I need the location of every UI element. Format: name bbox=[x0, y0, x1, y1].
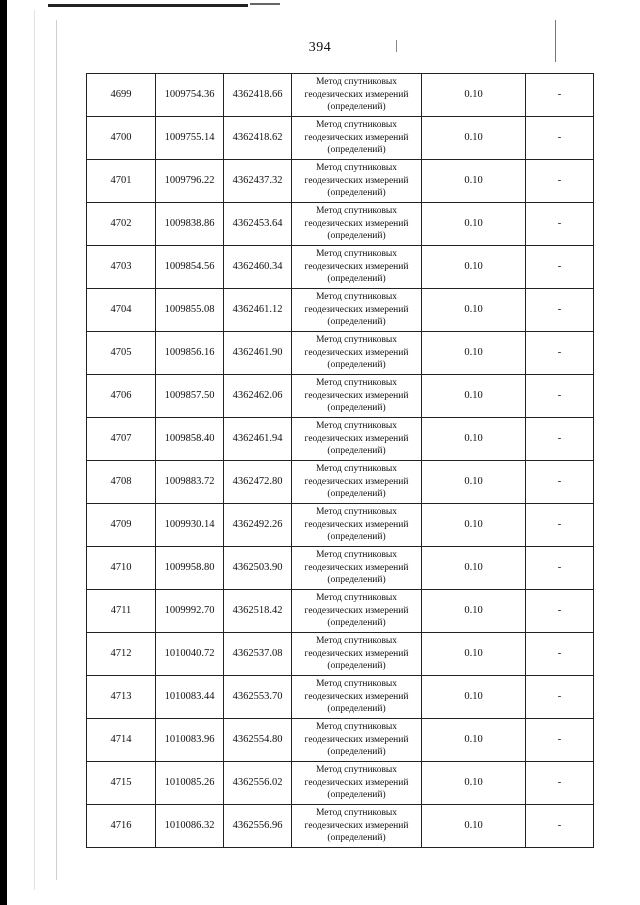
method-cell bbox=[292, 676, 422, 719]
method-cell bbox=[292, 461, 422, 504]
accuracy-cell: 0.10 bbox=[422, 547, 526, 590]
point-id-cell: 4703 bbox=[87, 246, 156, 289]
method-line: геодезических измерений bbox=[304, 390, 409, 401]
y-coordinate-cell: 4362461.90 bbox=[224, 332, 292, 375]
y-coordinate-cell: 4362418.62 bbox=[224, 117, 292, 160]
method-line: Метод спутниковых bbox=[315, 335, 398, 346]
table-row bbox=[87, 504, 594, 547]
accuracy-cell: 0.10 bbox=[422, 676, 526, 719]
note-cell: - bbox=[526, 332, 594, 375]
y-coordinate-cell: 4362462.06 bbox=[224, 375, 292, 418]
note-cell: - bbox=[526, 375, 594, 418]
note-cell: - bbox=[526, 805, 594, 848]
note-cell: - bbox=[526, 203, 594, 246]
table-row bbox=[87, 74, 594, 117]
point-id-cell: 4712 bbox=[87, 633, 156, 676]
method-cell bbox=[292, 719, 422, 762]
y-coordinate-cell: 4362518.42 bbox=[224, 590, 292, 633]
method-line: геодезических измерений bbox=[304, 691, 409, 702]
method-line: (определений) bbox=[327, 833, 386, 844]
method-cell bbox=[292, 633, 422, 676]
scan-artifact-top bbox=[250, 3, 280, 5]
method-line: (определений) bbox=[327, 231, 386, 242]
accuracy-cell: 0.10 bbox=[422, 805, 526, 848]
accuracy-cell: 0.10 bbox=[422, 719, 526, 762]
accuracy-cell: 0.10 bbox=[422, 504, 526, 547]
method-line: (определений) bbox=[327, 661, 386, 672]
point-id-cell: 4710 bbox=[87, 547, 156, 590]
method-cell bbox=[292, 590, 422, 633]
method-cell bbox=[292, 418, 422, 461]
method-line: Метод спутниковых bbox=[315, 550, 398, 561]
method-line: геодезических измерений bbox=[304, 820, 409, 831]
method-line: геодезических измерений bbox=[304, 734, 409, 745]
method-line: Метод спутниковых bbox=[315, 77, 398, 88]
method-line: (определений) bbox=[327, 575, 386, 586]
accuracy-cell: 0.10 bbox=[422, 160, 526, 203]
method-cell bbox=[292, 375, 422, 418]
note-cell: - bbox=[526, 547, 594, 590]
point-id-cell: 4701 bbox=[87, 160, 156, 203]
method-line: геодезических измерений bbox=[304, 519, 409, 530]
method-cell bbox=[292, 74, 422, 117]
method-line: Метод спутниковых bbox=[315, 292, 398, 303]
method-line: Метод спутниковых bbox=[315, 120, 398, 131]
table-row bbox=[87, 203, 594, 246]
point-id-cell: 4716 bbox=[87, 805, 156, 848]
point-id-cell: 4713 bbox=[87, 676, 156, 719]
table-row bbox=[87, 461, 594, 504]
accuracy-cell: 0.10 bbox=[422, 418, 526, 461]
y-coordinate-cell: 4362553.70 bbox=[224, 676, 292, 719]
note-cell: - bbox=[526, 418, 594, 461]
x-coordinate-cell: 1009838.86 bbox=[156, 203, 224, 246]
note-cell: - bbox=[526, 504, 594, 547]
accuracy-cell: 0.10 bbox=[422, 375, 526, 418]
y-coordinate-cell: 4362537.08 bbox=[224, 633, 292, 676]
point-id-cell: 4709 bbox=[87, 504, 156, 547]
x-coordinate-cell: 1009958.80 bbox=[156, 547, 224, 590]
table-row bbox=[87, 332, 594, 375]
method-line: Метод спутниковых bbox=[315, 249, 398, 260]
method-cell bbox=[292, 547, 422, 590]
method-line: Метод спутниковых bbox=[315, 378, 398, 389]
method-cell bbox=[292, 246, 422, 289]
point-id-cell: 4700 bbox=[87, 117, 156, 160]
method-line: Метод спутниковых bbox=[315, 507, 398, 518]
note-cell: - bbox=[526, 590, 594, 633]
method-cell bbox=[292, 289, 422, 332]
note-cell: - bbox=[526, 762, 594, 805]
method-line: (определений) bbox=[327, 532, 386, 543]
method-cell bbox=[292, 762, 422, 805]
note-cell: - bbox=[526, 160, 594, 203]
method-line: геодезических измерений bbox=[304, 218, 409, 229]
method-line: (определений) bbox=[327, 317, 386, 328]
accuracy-cell: 0.10 bbox=[422, 332, 526, 375]
method-line: (определений) bbox=[327, 274, 386, 285]
table-row bbox=[87, 289, 594, 332]
method-cell bbox=[292, 160, 422, 203]
y-coordinate-cell: 4362472.80 bbox=[224, 461, 292, 504]
x-coordinate-cell: 1009857.50 bbox=[156, 375, 224, 418]
x-coordinate-cell: 1009796.22 bbox=[156, 160, 224, 203]
accuracy-cell: 0.10 bbox=[422, 633, 526, 676]
method-line: (определений) bbox=[327, 790, 386, 801]
table-row bbox=[87, 676, 594, 719]
table-row bbox=[87, 590, 594, 633]
x-coordinate-cell: 1009992.70 bbox=[156, 590, 224, 633]
x-coordinate-cell: 1009754.36 bbox=[156, 74, 224, 117]
scan-artifact-line bbox=[34, 10, 35, 890]
page-number: 394 bbox=[308, 40, 332, 55]
method-line: (определений) bbox=[327, 360, 386, 371]
method-line: геодезических измерений bbox=[304, 89, 409, 100]
table-body bbox=[87, 74, 594, 848]
method-line: геодезических измерений bbox=[304, 175, 409, 186]
table-row bbox=[87, 762, 594, 805]
method-cell bbox=[292, 504, 422, 547]
method-line: (определений) bbox=[327, 446, 386, 457]
table-row bbox=[87, 160, 594, 203]
point-id-cell: 4711 bbox=[87, 590, 156, 633]
method-cell bbox=[292, 117, 422, 160]
point-id-cell: 4699 bbox=[87, 74, 156, 117]
method-line: геодезических измерений bbox=[304, 648, 409, 659]
coordinates-table bbox=[86, 73, 594, 848]
method-line: геодезических измерений bbox=[304, 132, 409, 143]
accuracy-cell: 0.10 bbox=[422, 203, 526, 246]
method-line: Метод спутниковых bbox=[315, 593, 398, 604]
point-id-cell: 4704 bbox=[87, 289, 156, 332]
note-cell: - bbox=[526, 117, 594, 160]
table-row bbox=[87, 805, 594, 848]
note-cell: - bbox=[526, 719, 594, 762]
y-coordinate-cell: 4362418.66 bbox=[224, 74, 292, 117]
accuracy-cell: 0.10 bbox=[422, 117, 526, 160]
method-line: геодезических измерений bbox=[304, 261, 409, 272]
accuracy-cell: 0.10 bbox=[422, 289, 526, 332]
y-coordinate-cell: 4362461.94 bbox=[224, 418, 292, 461]
point-id-cell: 4707 bbox=[87, 418, 156, 461]
y-coordinate-cell: 4362453.64 bbox=[224, 203, 292, 246]
method-line: Метод спутниковых bbox=[315, 206, 398, 217]
method-line: Метод спутниковых bbox=[315, 464, 398, 475]
method-line: геодезических измерений bbox=[304, 433, 409, 444]
table-row bbox=[87, 719, 594, 762]
note-cell: - bbox=[526, 633, 594, 676]
table-row bbox=[87, 246, 594, 289]
accuracy-cell: 0.10 bbox=[422, 246, 526, 289]
table-row bbox=[87, 418, 594, 461]
x-coordinate-cell: 1010083.44 bbox=[156, 676, 224, 719]
method-line: Метод спутниковых bbox=[315, 421, 398, 432]
method-line: геодезических измерений bbox=[304, 777, 409, 788]
method-line: (определений) bbox=[327, 489, 386, 500]
x-coordinate-cell: 1009854.56 bbox=[156, 246, 224, 289]
y-coordinate-cell: 4362461.12 bbox=[224, 289, 292, 332]
y-coordinate-cell: 4362460.34 bbox=[224, 246, 292, 289]
point-id-cell: 4708 bbox=[87, 461, 156, 504]
note-cell: - bbox=[526, 461, 594, 504]
method-line: (определений) bbox=[327, 704, 386, 715]
x-coordinate-cell: 1009856.16 bbox=[156, 332, 224, 375]
x-coordinate-cell: 1009858.40 bbox=[156, 418, 224, 461]
x-coordinate-cell: 1009855.08 bbox=[156, 289, 224, 332]
x-coordinate-cell: 1009883.72 bbox=[156, 461, 224, 504]
scan-artifact-line bbox=[56, 20, 57, 880]
method-line: (определений) bbox=[327, 403, 386, 414]
point-id-cell: 4705 bbox=[87, 332, 156, 375]
method-line: геодезических измерений bbox=[304, 347, 409, 358]
x-coordinate-cell: 1009755.14 bbox=[156, 117, 224, 160]
point-id-cell: 4715 bbox=[87, 762, 156, 805]
table-row bbox=[87, 375, 594, 418]
accuracy-cell: 0.10 bbox=[422, 461, 526, 504]
x-coordinate-cell: 1010085.26 bbox=[156, 762, 224, 805]
method-line: Метод спутниковых bbox=[315, 679, 398, 690]
method-cell bbox=[292, 203, 422, 246]
y-coordinate-cell: 4362437.32 bbox=[224, 160, 292, 203]
point-id-cell: 4714 bbox=[87, 719, 156, 762]
scan-artifact-top bbox=[48, 4, 248, 7]
accuracy-cell: 0.10 bbox=[422, 74, 526, 117]
x-coordinate-cell: 1010083.96 bbox=[156, 719, 224, 762]
method-line: геодезических измерений bbox=[304, 562, 409, 573]
method-line: Метод спутниковых bbox=[315, 808, 398, 819]
y-coordinate-cell: 4362503.90 bbox=[224, 547, 292, 590]
method-line: Метод спутниковых bbox=[315, 722, 398, 733]
method-line: (определений) bbox=[327, 145, 386, 156]
accuracy-cell: 0.10 bbox=[422, 762, 526, 805]
point-id-cell: 4706 bbox=[87, 375, 156, 418]
method-line: (определений) bbox=[327, 618, 386, 629]
y-coordinate-cell: 4362492.26 bbox=[224, 504, 292, 547]
y-coordinate-cell: 4362556.02 bbox=[224, 762, 292, 805]
method-line: (определений) bbox=[327, 102, 386, 113]
method-line: Метод спутниковых bbox=[315, 765, 398, 776]
method-line: Метод спутниковых bbox=[315, 163, 398, 174]
table-row bbox=[87, 117, 594, 160]
x-coordinate-cell: 1010040.72 bbox=[156, 633, 224, 676]
scan-border-left bbox=[0, 0, 7, 905]
method-line: геодезических измерений bbox=[304, 304, 409, 315]
method-line: геодезических измерений bbox=[304, 605, 409, 616]
note-cell: - bbox=[526, 246, 594, 289]
accuracy-cell: 0.10 bbox=[422, 590, 526, 633]
method-cell bbox=[292, 332, 422, 375]
method-line: (определений) bbox=[327, 188, 386, 199]
note-cell: - bbox=[526, 74, 594, 117]
x-coordinate-cell: 1009930.14 bbox=[156, 504, 224, 547]
note-cell: - bbox=[526, 676, 594, 719]
y-coordinate-cell: 4362556.96 bbox=[224, 805, 292, 848]
method-cell bbox=[292, 805, 422, 848]
method-line: (определений) bbox=[327, 747, 386, 758]
table-row bbox=[87, 633, 594, 676]
method-line: Метод спутниковых bbox=[315, 636, 398, 647]
method-line: геодезических измерений bbox=[304, 476, 409, 487]
x-coordinate-cell: 1010086.32 bbox=[156, 805, 224, 848]
y-coordinate-cell: 4362554.80 bbox=[224, 719, 292, 762]
table-row bbox=[87, 547, 594, 590]
note-cell: - bbox=[526, 289, 594, 332]
point-id-cell: 4702 bbox=[87, 203, 156, 246]
